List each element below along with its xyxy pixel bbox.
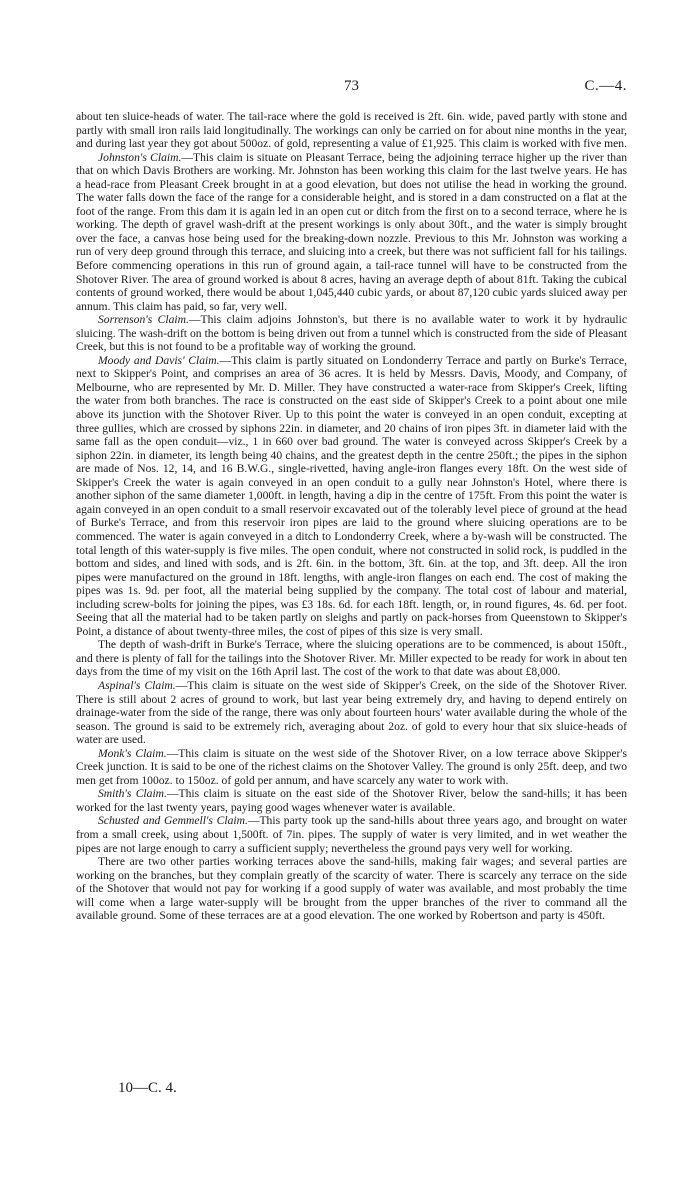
body-text bbox=[76, 110, 627, 923]
paragraph-title: Moody and Davis' Claim. bbox=[98, 353, 220, 367]
paragraph-text: —This claim is partly situated on Londonderry Terrace and partly on Burke's Terrace, next to Skipper's Point, and comprises an area of 36 acres. It is held by Messrs. Davis, Moody, and Company, of Melbourne, who are represented by Mr. D. Miller. They have constructed a water-race from Skipper's Creek, lifting the water from both branches. The race is constructed on the east side of Skipper's Creek to a point about one mile above its junction with the Shotover River. Up to this point the water is conveyed in an open conduit, excepting at three gullies, which are crossed by siphons 22in. in diameter, and 20 chains of iron pipes 3ft. in diameter laid with the same fall as the open conduit—viz., 1 in 660 over bad ground. The water is conveyed across Skipper's Creek by a siphon 22in. in diameter, its length being 40 chains, and the greatest depth in the centre 250ft.; the pipes in the siphon are made of Nos. 12, 14, and 16 B.W.G., single-rivetted, having angle-iron flanges every 18ft. On the west side of Skipper's Creek the water is again conveyed in an open conduit to a gully near Johnston's Hotel, where there is another siphon of the same diameter 1,000ft. in length, having a dip in the centre of 175ft. From this point the water is again conveyed in an open conduit to a small reservoir excavated out of the tolerably level piece of ground at the head of Burke's Terrace, and from this reservoir iron pipes are laid to the ground where sluicing operations are to be commenced. The water is again conveyed in a ditch to Londonderry Creek, where a by-wash will be constructed. The total length of this water-supply is five miles. The open conduit, where not constructed in solid rock, is puddled in the bottom and sides, and lined with sods, and is 2ft. 6in. in the bottom, 3ft. 6in. at the top, and 3ft. deep. All the iron pipes were manufactured on the ground in 18ft. lengths, with angle-iron flanges on each end. The cost of making the pipes was 1s. 9d. per foot, all the material being supplied by the company. The total cost of labour and material, including screw-bolts for joining the pipes, was £3 18s. 6d. for each 18ft. length, or, in round figures, 4s. 6d. per foot. Seeing that all the material had to be taken partly on sleighs and partly on pack-horses from Queenstown to Skipper's Point, a distance of about twenty-three miles, the cost of pipes of this size is very small. bbox=[76, 353, 627, 638]
paragraph-moody-davis-claim bbox=[76, 354, 627, 638]
paragraph-title: Johnston's Claim. bbox=[98, 150, 182, 164]
paragraph-sorrensons-claim bbox=[76, 313, 627, 354]
paragraph-title: Schusted and Gemmell's Claim. bbox=[98, 814, 248, 828]
paragraph-aspinals-claim bbox=[76, 679, 627, 747]
paragraph-text: —This claim is situate on Pleasant Terrace, being the adjoining terrace higher up the river than that on which Davis Brothers are working. Mr. Johnston has been working this claim for the last twelve years. He has a head-race from Pleasant Creek brought in at a good elevation, but does not utilise the head in working the ground. The water falls down the face of the range for a considerable height, and is stored in a dam constructed on a flat at the foot of the range. From this dam it is again led in an open cut or ditch from the first on to a second terrace, where he is working. The depth of gravel wash-drift at the present workings is only about 30ft., and the water is simply brought over the face, a canvas hose being used for the breaking-down nozzle. Previous to this Mr. Johnston was working a run of very deep ground through this terrace, and sluicing into a creek, but there was not sufficient fall for his tailings. Before commencing operations in this run of ground again, a tail-race tunnel will have to be constructed from the Shotover River. The area of ground worked is about 8 acres, having an average depth of about 81ft. Taking the cubical contents of ground worked, there would be about 1,045,440 cubic yards, or about 87,120 cubic yards sluiced away per annum. This claim has paid, so far, very well. bbox=[76, 150, 628, 313]
paragraph-other-parties bbox=[76, 855, 627, 923]
paragraph-title: Smith's Claim. bbox=[98, 787, 167, 801]
paper-reference: C.—4. bbox=[584, 78, 627, 94]
paragraph-title: Monk's Claim. bbox=[98, 746, 167, 760]
printer-signature: 10—C. 4. bbox=[118, 1080, 177, 1096]
page-header bbox=[76, 78, 627, 98]
paragraph-text: —This claim is situate on the west side of the Shotover River, on a low terrace above Skipper's Creek junction. It is said to be one of the richest claims on the Shotover Valley. The ground is only 25ft. deep, and two men get from 100oz. to 150oz. of gold per annum, and have scarcely any water to work with. bbox=[76, 746, 628, 787]
paragraph-text: —This claim adjoins Johnston's, but there is no available water to work it by hydraulic sluicing. The wash-drift on the bottom is being driven out from a tunnel which is constructed from the side of Pleasant Creek, but this is not found to be a profitable way of working the ground. bbox=[76, 313, 627, 354]
paragraph-smiths-claim bbox=[76, 787, 627, 814]
paragraph-title: Sorrenson's Claim. bbox=[98, 313, 189, 327]
paragraph-text: —This claim is situate on the east side of the Shotover River, below the sand-hills; it has been worked for the last twenty years, paying good wages whenever water is available. bbox=[76, 787, 627, 814]
paragraph-text: —This party took up the sand-hills about three years ago, and brought on water from a small creek, using about 1,500ft. of 7in. pipes. The supply of water is very limited, and in wet weather the pipes are not large enough to carry a sufficient supply; nevertheless the ground pays very well for working. bbox=[76, 814, 627, 855]
paragraph-burkes-terrace bbox=[76, 638, 627, 679]
paragraph-monks-claim bbox=[76, 747, 627, 788]
paragraph-text: There are two other parties working terraces above the sand-hills, making fair wages; and several parties are working on the branches, but they complain greatly of the scarcity of water. There is scarcely any terrace on the side of the Shotover that would not pay for working if a good supply of water was available, and most probably the time will come when a large water-supply will be brought from the upper branches of the river to command all the available ground. Some of these terraces are at a good elevation. The one worked by Robertson and party is 450ft. bbox=[76, 855, 627, 923]
paragraph-text: The depth of wash-drift in Burke's Terrace, where the sluicing operations are to be commenced, is about 150ft., and there is plenty of fall for the tailings into the Shotover River. Mr. Miller expected to be ready for work in about ten days from the time of my visit on the 16th April last. The cost of the work to that date was about £8,000. bbox=[76, 638, 627, 679]
paragraph-text: —This claim is situate on the west side of Skipper's Creek, on the side of the Shotover River. There is still about 2 acres of ground to work, but last year being extremely dry, and having to depend entirely on drainage-water from the side of the range, there was only about fourteen hours' water available during the whole of the season. The ground is said to be extremely rich, averaging about 2oz. of gold to every hour that six sluice-heads of water are used. bbox=[76, 678, 628, 747]
paragraph-text: about ten sluice-heads of water. The tail-race where the gold is received is 2ft. 6in. wide, paved partly with stone and partly with small iron rails laid longitudinally. The workings can only be carried on for about nine months in the year, and during last year they got about 500oz. of gold, representing a value of £1,925. This claim is worked with five men. bbox=[76, 110, 628, 151]
paragraph-johnstons-claim bbox=[76, 151, 627, 314]
paragraph-continuation bbox=[76, 110, 627, 151]
page-number: 73 bbox=[344, 78, 359, 94]
paragraph-title: Aspinal's Claim. bbox=[98, 678, 176, 692]
paragraph-schusted-gemmell-claim bbox=[76, 814, 627, 855]
